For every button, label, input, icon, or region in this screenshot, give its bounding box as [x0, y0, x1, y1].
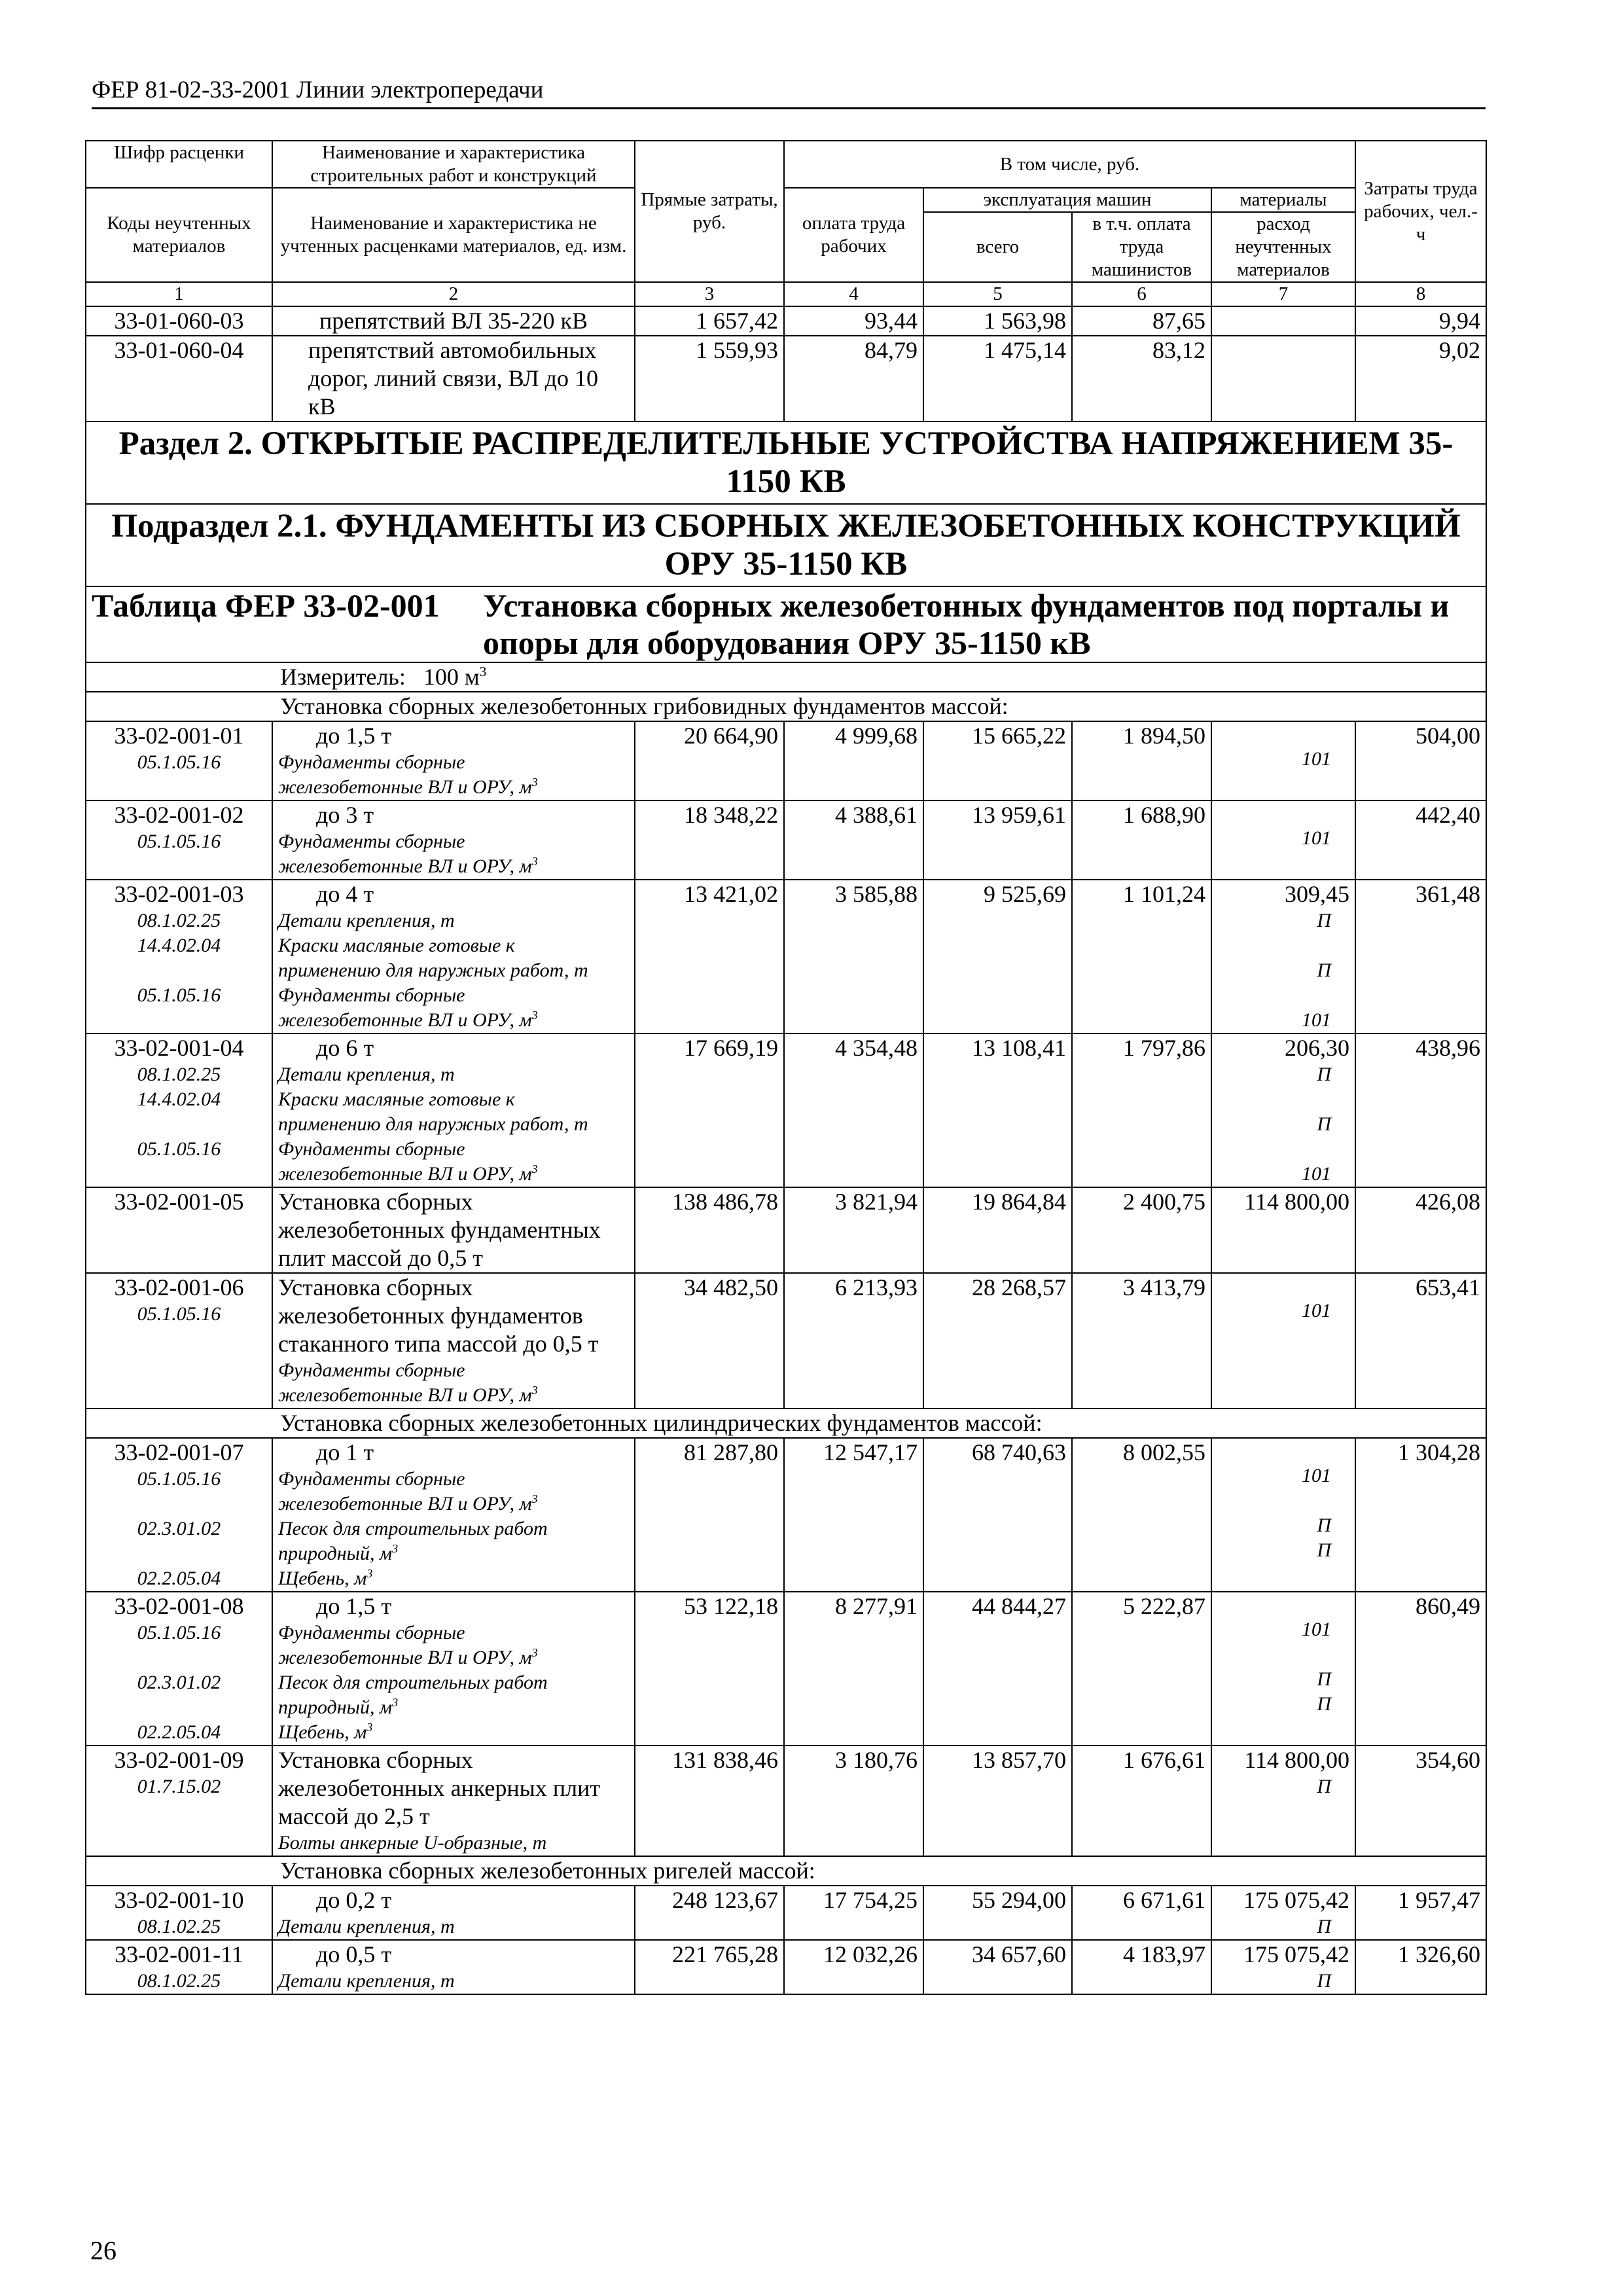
table-row: [86, 1187, 1486, 1273]
wage-cost: 4 388,61: [784, 800, 923, 880]
column-header-materials-sub: расход неучтенных материалов: [1211, 212, 1355, 282]
material-code: 02.2.05.04: [137, 1721, 221, 1743]
wage-cost: 12 547,17: [784, 1438, 923, 1592]
rate-name-cell: [272, 1187, 635, 1273]
table-row: [86, 1273, 1486, 1408]
table-row: [86, 1940, 1486, 1994]
machine-wage-cost: 3 413,79: [1072, 1273, 1211, 1408]
machine-wage-cost: 1 894,50: [1072, 721, 1211, 800]
rate-name: до 6 т: [316, 1035, 374, 1061]
material-qty: 101: [1302, 1300, 1331, 1321]
material-qty: 101: [1302, 748, 1331, 770]
material-name-text: железобетонные ВЛ и ОРУ, м: [278, 1009, 532, 1031]
column-number: 7: [1211, 282, 1355, 306]
labor-cost: 1 326,60: [1355, 1940, 1486, 1994]
column-number: 3: [635, 282, 784, 306]
material-code: 02.3.01.02: [137, 1518, 221, 1539]
column-header-incl: В том числе, руб.: [784, 141, 1355, 188]
wage-cost: 6 213,93: [784, 1273, 923, 1408]
direct-cost: 13 421,02: [635, 880, 784, 1033]
table-title: [86, 586, 1486, 662]
section-title: Раздел 2. ОТКРЫТЫЕ РАСПРЕДЕЛИТЕЛЬНЫЕ УСТРОЙСТВА НАПРЯЖЕНИЕМ 35-1150 КВ: [86, 422, 1486, 504]
wage-cost: 8 277,91: [784, 1592, 923, 1746]
meter-label: Измеритель:: [280, 664, 406, 690]
material-name: Краски масляные готовые к: [278, 935, 515, 956]
labor-cost: 1 957,47: [1355, 1886, 1486, 1940]
material-code: 05.1.05.16: [137, 751, 221, 773]
machine-wage-cost: 1 797,86: [1072, 1033, 1211, 1187]
column-header-wage: оплата труда рабочих: [784, 188, 923, 282]
wage-cost: 4 999,68: [784, 721, 923, 800]
rate-name: Установка сборных железобетонных фундаментов стаканного типа массой до 0,5 т: [278, 1274, 599, 1357]
rate-name-cell: [272, 721, 635, 800]
material-cost: 309,45: [1285, 881, 1349, 907]
wage-cost: 3 821,94: [784, 1187, 923, 1273]
column-number: 1: [86, 282, 272, 306]
material-name: Щебень, $м^3$: [278, 1567, 373, 1589]
unit-sup: 3: [531, 1646, 538, 1659]
unit-sup: 3: [366, 1567, 373, 1580]
machine-wage-cost: 87,65: [1072, 306, 1211, 336]
rate-code: 33-02-001-01: [114, 723, 244, 749]
material-name: Щебень, $м^3$: [278, 1721, 373, 1743]
material-name: Детали крепления, т: [278, 1970, 455, 1992]
subsection-title: Подраздел 2.1. ФУНДАМЕНТЫ ИЗ СБОРНЫХ ЖЕЛЕЗОБЕТОННЫХ КОНСТРУКЦИЙ ОРУ 35-1150 КВ: [86, 504, 1486, 586]
machine-cost: 13 959,61: [923, 800, 1072, 880]
header-row-1: [86, 141, 1486, 188]
column-header-name-alt: Наименование и характеристика не учтенных расценками материалов, ед. изм.: [272, 188, 635, 282]
material-cost-cell: [1211, 1592, 1355, 1746]
material-name: Фундаменты сборные: [278, 751, 465, 773]
material-name-line2: [278, 1162, 629, 1187]
labor-cost: 653,41: [1355, 1273, 1486, 1408]
wage-cost: 12 032,26: [784, 1940, 923, 1994]
rate-code-cell: [86, 1746, 272, 1856]
material-code: 08.1.02.25: [137, 910, 221, 931]
material-name: Фундаменты сборные: [278, 1622, 465, 1643]
direct-cost: 53 122,18: [635, 1592, 784, 1746]
material-name: Фундаменты сборные: [278, 1468, 465, 1490]
group-row: [86, 1856, 1486, 1886]
machine-wage-cost: 83,12: [1072, 336, 1211, 422]
rate-name: препятствий ВЛ 35-220 кВ: [272, 306, 635, 336]
column-number-row: [86, 282, 1486, 306]
column-number: 4: [784, 282, 923, 306]
unit-sup: 3: [531, 1492, 538, 1505]
material-name-text: природный, м: [278, 1543, 393, 1564]
material-cost-cell: [1211, 1033, 1355, 1187]
direct-cost: 17 669,19: [635, 1033, 784, 1187]
material-cost-cell: [1211, 1187, 1355, 1273]
unit-sup: 3: [392, 1696, 399, 1709]
meter-value: 100 м: [423, 664, 480, 690]
machine-cost: 19 864,84: [923, 1187, 1072, 1273]
group-title: Установка сборных железобетонных цилиндрических фундаментов массой:: [86, 1408, 1486, 1438]
material-name: Краски масляные готовые к: [278, 1088, 515, 1110]
column-header-name: [272, 141, 635, 188]
column-header-code: [86, 141, 272, 188]
column-number: 2: [272, 282, 635, 306]
labor-cost: 426,08: [1355, 1187, 1486, 1273]
material-cost-cell: [1211, 1438, 1355, 1592]
rate-code: 33-02-001-11: [115, 1941, 243, 1967]
material-cost: 175 075,42: [1243, 1941, 1349, 1967]
rate-code: 33-02-001-09: [114, 1747, 244, 1773]
unit-sup: 3: [366, 1721, 373, 1734]
material-qty: 101: [1302, 1009, 1331, 1031]
material-cost-cell: [1211, 721, 1355, 800]
material-qty: П: [1317, 1916, 1331, 1937]
table-row: [86, 336, 1486, 422]
material-qty: П: [1317, 1668, 1331, 1690]
labor-cost: 1 304,28: [1355, 1438, 1486, 1592]
column-header-labor: Затраты труда рабочих, чел.-ч: [1355, 141, 1486, 282]
rate-name: до 1,5 т: [316, 723, 392, 749]
rate-name: препятствий автомобильных дорог, линий связи, ВЛ до 10 кВ: [272, 336, 635, 422]
machine-wage-cost: 1 688,90: [1072, 800, 1211, 880]
material-name-line2: [278, 854, 629, 879]
unit-sup: 3: [531, 1384, 538, 1397]
unit-sup: 3: [531, 855, 538, 868]
rate-name: Установка сборных железобетонных анкерных плит массой до 2,5 т: [278, 1747, 601, 1829]
material-cost: 175 075,42: [1243, 1887, 1349, 1913]
machine-wage-cost: 8 002,55: [1072, 1438, 1211, 1592]
table-row: [86, 1886, 1486, 1940]
unit-sup: 3: [531, 1162, 538, 1175]
direct-cost: 138 486,78: [635, 1187, 784, 1273]
direct-cost: 81 287,80: [635, 1438, 784, 1592]
unit-sup: 3: [531, 1009, 538, 1022]
labor-cost: 9,02: [1355, 336, 1486, 422]
section-row: [86, 422, 1486, 504]
rate-code: 33-02-001-03: [114, 881, 244, 907]
material-qty: П: [1317, 1113, 1331, 1135]
material-name-line2: [278, 958, 629, 983]
unit-sup: 3: [531, 776, 538, 789]
material-code: 05.1.05.16: [137, 984, 221, 1006]
wage-cost: 4 354,48: [784, 1033, 923, 1187]
material-cost-cell: [1211, 1746, 1355, 1856]
rows-body: [86, 692, 1486, 1994]
unit-sup: 3: [392, 1542, 399, 1555]
column-number: 6: [1072, 282, 1211, 306]
material-code: 08.1.02.25: [137, 1916, 221, 1937]
material-qty: П: [1317, 1776, 1331, 1797]
material-qty: 101: [1302, 827, 1331, 849]
material-cost-cell: [1211, 1940, 1355, 1994]
rate-code-cell: [86, 800, 272, 880]
rate-name: до 3 т: [316, 802, 374, 828]
labor-cost: 438,96: [1355, 1033, 1486, 1187]
rate-code-cell: [86, 1438, 272, 1592]
material-name-text: железобетонные ВЛ и ОРУ, м: [278, 1493, 532, 1515]
material-qty: П: [1317, 1515, 1331, 1536]
rate-code: 33-02-001-06: [114, 1274, 244, 1300]
group-row: [86, 692, 1486, 721]
material-name-line2: [278, 1695, 629, 1720]
rate-name-cell: [272, 1033, 635, 1187]
direct-cost: 221 765,28: [635, 1940, 784, 1994]
rate-name-cell: [272, 1273, 635, 1408]
rate-code-cell: [86, 721, 272, 800]
material-cost: 206,30: [1285, 1035, 1349, 1061]
rate-name-cell: [272, 1940, 635, 1994]
machine-cost: 28 268,57: [923, 1273, 1072, 1408]
group-title: Установка сборных железобетонных грибовидных фундаментов массой:: [86, 692, 1486, 721]
meter: [86, 662, 1486, 692]
material-code: 08.1.02.25: [137, 1970, 221, 1992]
direct-cost: 18 348,22: [635, 800, 784, 880]
machine-cost: 13 857,70: [923, 1746, 1072, 1856]
material-code: 05.1.05.16: [137, 1303, 221, 1325]
material-name: Фундаменты сборные: [278, 1138, 465, 1160]
material-name: Песок для строительных работ: [278, 1518, 548, 1539]
machine-wage-cost: 2 400,75: [1072, 1187, 1211, 1273]
direct-cost: 1 657,42: [635, 306, 784, 336]
column-header-direct: Прямые затраты, руб.: [635, 141, 784, 282]
material-qty: П: [1317, 910, 1331, 931]
rate-code: 33-02-001-02: [114, 802, 244, 828]
rate-name: до 0,2 т: [316, 1887, 392, 1913]
material-name-text: железобетонные ВЛ и ОРУ, м: [278, 1384, 532, 1406]
table-caption: Установка сборных железобетонных фундаментов под порталы и опоры для оборудования ОРУ 35-1150 кВ: [483, 587, 1450, 661]
material-name-text: применению для наружных работ, т: [278, 960, 588, 981]
machine-cost: 15 665,22: [923, 721, 1072, 800]
rate-code-cell: [86, 1273, 272, 1408]
labor-cost: 860,49: [1355, 1592, 1486, 1746]
material-name-text: железобетонные ВЛ и ОРУ, м: [278, 776, 532, 798]
material-name-text: железобетонные ВЛ и ОРУ, м: [278, 1647, 532, 1668]
rate-code-cell: [86, 880, 272, 1033]
labor-cost: 361,48: [1355, 880, 1486, 1033]
material-code: 05.1.05.16: [137, 1468, 221, 1490]
machine-cost: 13 108,41: [923, 1033, 1072, 1187]
wage-cost: 3 180,76: [784, 1746, 923, 1856]
rate-code: 33-01-060-03: [86, 306, 272, 336]
rate-name: до 1 т: [316, 1439, 374, 1465]
material-name-line2: [278, 1008, 629, 1033]
material-qty: П: [1317, 1693, 1331, 1715]
material-name-text: применению для наружных работ, т: [278, 1113, 588, 1135]
rate-name: до 0,5 т: [316, 1941, 392, 1967]
table-row: [86, 1033, 1486, 1187]
rate-name-cell: [272, 800, 635, 880]
rate-name-cell: [272, 880, 635, 1033]
direct-cost: 20 664,90: [635, 721, 784, 800]
material-cost: [1211, 336, 1355, 422]
machine-cost: 1 475,14: [923, 336, 1072, 422]
rate-code: 33-01-060-04: [86, 336, 272, 422]
page-number: 26: [90, 2236, 116, 2265]
material-name: Детали крепления, т: [278, 1916, 455, 1937]
table-row: [86, 1438, 1486, 1592]
column-header-machines: эксплуатация машин: [923, 188, 1211, 212]
material-code: 08.1.02.25: [137, 1064, 221, 1085]
material-name-text: природный, м: [278, 1696, 393, 1718]
subsection-row: [86, 504, 1486, 586]
machine-wage-cost: 5 222,87: [1072, 1592, 1211, 1746]
direct-cost: 34 482,50: [635, 1273, 784, 1408]
table-row: [86, 721, 1486, 800]
machine-wage-cost: 6 671,61: [1072, 1886, 1211, 1940]
material-cost-cell: [1211, 880, 1355, 1033]
table-row: [86, 800, 1486, 880]
material-cost-cell: [1211, 1273, 1355, 1408]
material-qty: 101: [1302, 1619, 1331, 1640]
column-header-materials: материалы: [1211, 188, 1355, 212]
machine-wage-cost: 1 101,24: [1072, 880, 1211, 1033]
header-row-2: [86, 188, 1486, 212]
material-qty: 101: [1302, 1163, 1331, 1185]
table-row: [86, 306, 1486, 336]
rate-name: до 1,5 т: [316, 1593, 392, 1619]
rate-code: 33-02-001-10: [114, 1887, 244, 1913]
material-qty: П: [1317, 1970, 1331, 1992]
machine-cost: 9 525,69: [923, 880, 1072, 1033]
material-qty: П: [1317, 1064, 1331, 1085]
material-cost: 114 800,00: [1244, 1747, 1349, 1773]
rate-code: 33-02-001-07: [114, 1439, 244, 1465]
group-title: Установка сборных железобетонных ригелей массой:: [86, 1856, 1486, 1886]
material-name-line2: [278, 1541, 629, 1566]
machine-cost: 55 294,00: [923, 1886, 1072, 1940]
material-name: Песок для строительных работ: [278, 1672, 548, 1693]
rate-code-cell: [86, 1940, 272, 1994]
rate-name-cell: [272, 1886, 635, 1940]
rate-code-cell: [86, 1187, 272, 1273]
material-name-line2: [278, 1645, 629, 1670]
material-code: 02.2.05.04: [137, 1568, 221, 1589]
wage-cost: 17 754,25: [784, 1886, 923, 1940]
material-code: 01.7.15.02: [137, 1776, 221, 1797]
table-row: [86, 1746, 1486, 1856]
direct-cost: 248 123,67: [635, 1886, 784, 1940]
machine-cost: 68 740,63: [923, 1438, 1072, 1592]
column-number: 5: [923, 282, 1072, 306]
wage-cost: 3 585,88: [784, 880, 923, 1033]
rate-name-cell: [272, 1592, 635, 1746]
labor-cost: 9,94: [1355, 306, 1486, 336]
table-row: [86, 1592, 1486, 1746]
material-cost-cell: [1211, 1886, 1355, 1940]
rate-code-cell: [86, 1886, 272, 1940]
material-name: Болты анкерные U-образные, т: [278, 1832, 547, 1854]
material-code: 05.1.05.16: [137, 831, 221, 852]
material-qty: 101: [1302, 1465, 1331, 1486]
material-cost: 114 800,00: [1244, 1189, 1349, 1215]
material-name: Детали крепления, т: [278, 1064, 455, 1085]
material-name-line2: [278, 1112, 629, 1137]
labor-cost: 354,60: [1355, 1746, 1486, 1856]
material-code: 14.4.02.04: [137, 935, 221, 956]
material-name-text: железобетонные ВЛ и ОРУ, м: [278, 855, 532, 877]
material-name-line2: [278, 1383, 629, 1408]
material-name-text: железобетонные ВЛ и ОРУ, м: [278, 1163, 532, 1185]
column-header-code-alt: Коды неучтенных материалов: [86, 188, 272, 282]
material-cost: [1211, 306, 1355, 336]
meter-unit-sup: 3: [479, 664, 487, 679]
page-header: ФЕР 81-02-33-2001 Линии электропередачи: [92, 73, 1486, 109]
material-cost-cell: [1211, 800, 1355, 880]
material-code: 05.1.05.16: [137, 1138, 221, 1160]
material-name: Фундаменты сборные: [278, 831, 465, 852]
column-header-code-label: Шифр расценки: [113, 142, 245, 163]
material-code: 14.4.02.04: [137, 1088, 221, 1110]
material-name: Фундаменты сборные: [278, 1359, 465, 1381]
column-header-mach-wage: в т.ч. оплата труда машинистов: [1072, 212, 1211, 282]
material-name: Детали крепления, т: [278, 910, 455, 931]
material-code: 05.1.05.16: [137, 1622, 221, 1643]
wage-cost: 93,44: [784, 306, 923, 336]
material-qty: П: [1317, 960, 1331, 981]
rate-name-cell: [272, 1746, 635, 1856]
wage-cost: 84,79: [784, 336, 923, 422]
direct-cost: 1 559,93: [635, 336, 784, 422]
column-header-name-label: Наименование и характеристика строительных работ и конструкций: [310, 142, 597, 186]
table-title-row: [86, 586, 1486, 662]
group-row: [86, 1408, 1486, 1438]
rate-code-cell: [86, 1033, 272, 1187]
labor-cost: 504,00: [1355, 721, 1486, 800]
column-number: 8: [1355, 282, 1486, 306]
rate-code: 33-02-001-05: [114, 1189, 244, 1215]
labor-cost: 442,40: [1355, 800, 1486, 880]
table-number: Таблица ФЕР 33-02-001: [92, 587, 440, 624]
rate-name: до 4 т: [316, 881, 374, 907]
machine-wage-cost: 4 183,97: [1072, 1940, 1211, 1994]
rate-code: 33-02-001-04: [114, 1035, 244, 1061]
direct-cost: 131 838,46: [635, 1746, 784, 1856]
machine-cost: 1 563,98: [923, 306, 1072, 336]
rates-table: [85, 140, 1487, 1995]
rate-code: 33-02-001-08: [114, 1593, 244, 1619]
rate-name: Установка сборных железобетонных фундаментных плит массой до 0,5 т: [278, 1189, 601, 1271]
material-name: Фундаменты сборные: [278, 984, 465, 1006]
machine-cost: 34 657,60: [923, 1940, 1072, 1994]
table-row: [86, 880, 1486, 1033]
material-name-line2: [278, 775, 629, 800]
machine-cost: 44 844,27: [923, 1592, 1072, 1746]
material-code: 02.3.01.02: [137, 1672, 221, 1693]
material-qty: П: [1317, 1539, 1331, 1561]
rate-code-cell: [86, 1592, 272, 1746]
material-name-line2: [278, 1492, 629, 1516]
column-header-mach-total: всего: [923, 212, 1072, 282]
rate-name-cell: [272, 1438, 635, 1592]
meter-row: [86, 662, 1486, 692]
machine-wage-cost: 1 676,61: [1072, 1746, 1211, 1856]
